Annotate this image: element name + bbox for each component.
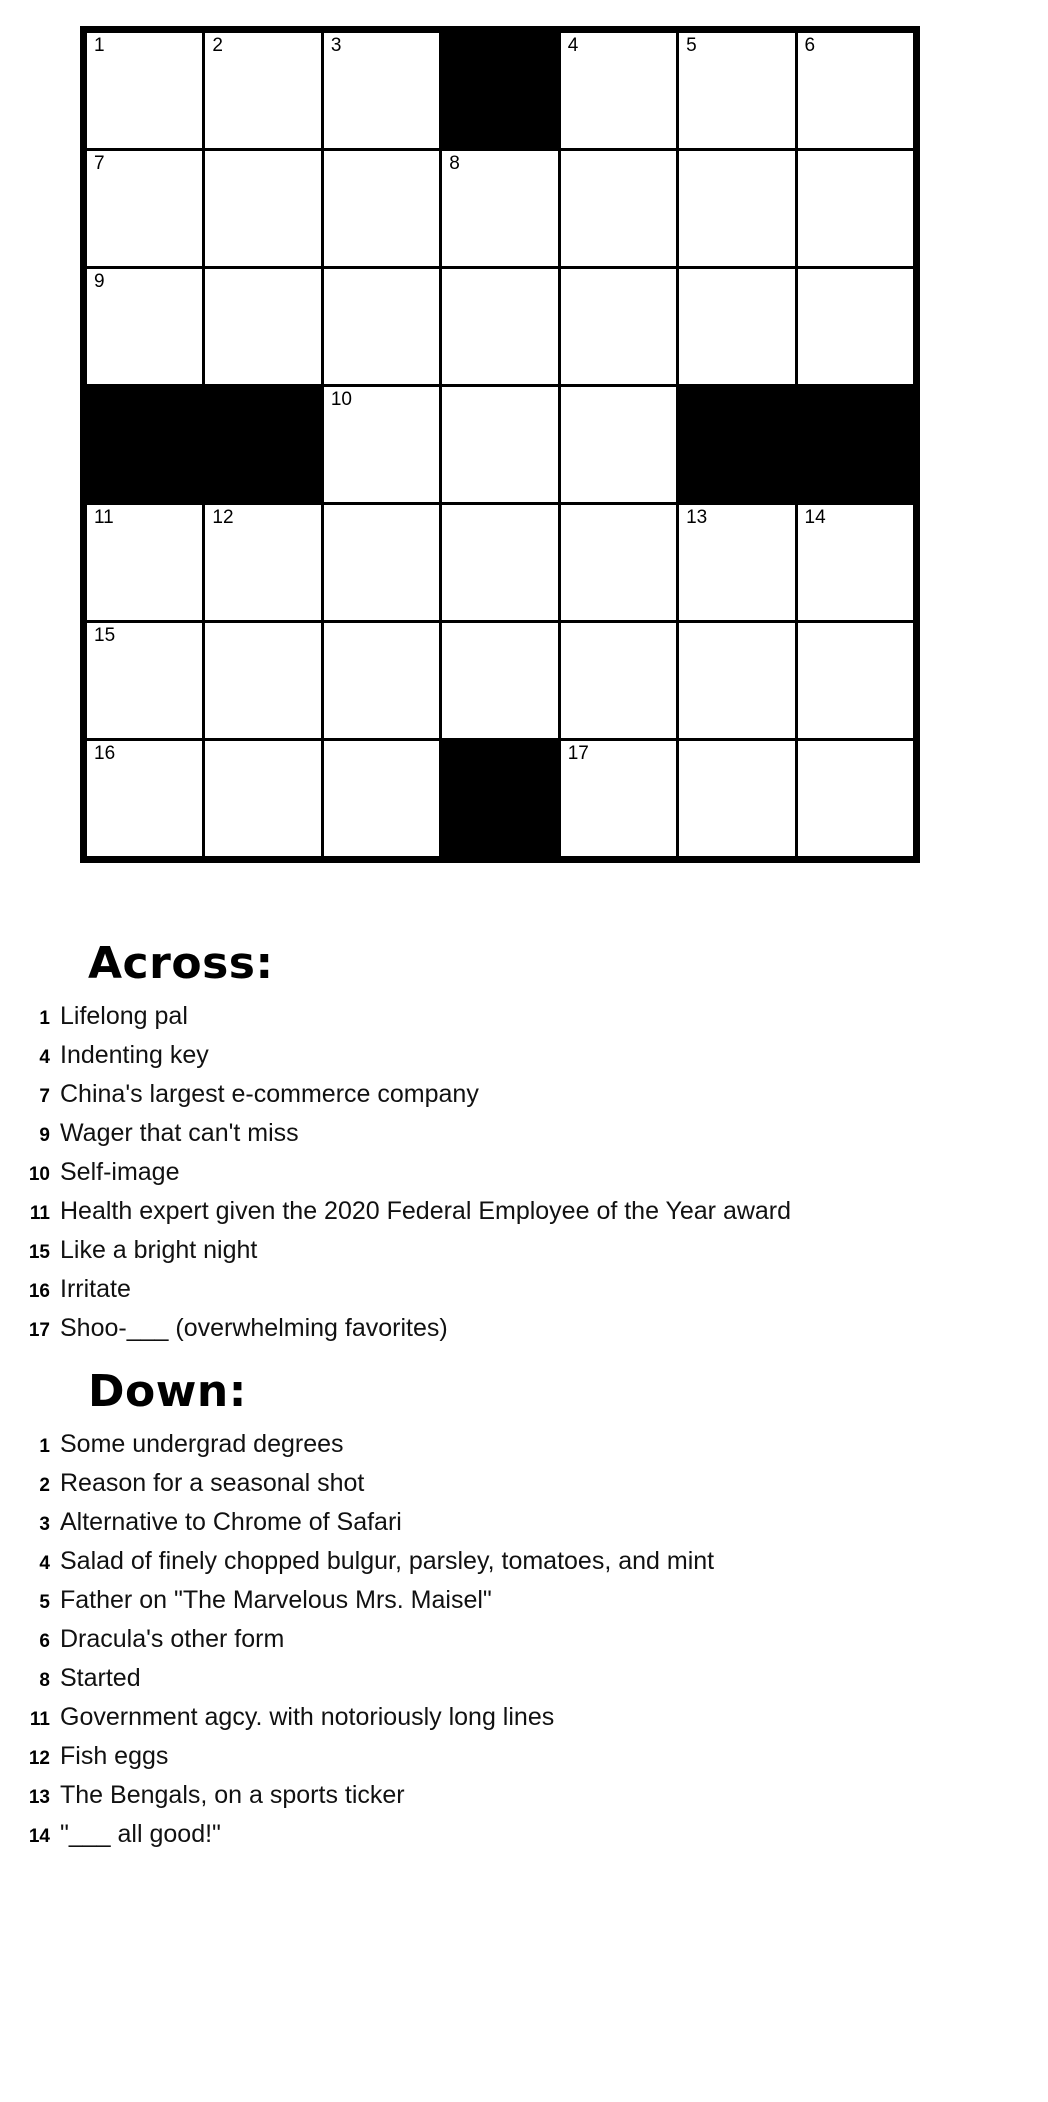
clue-item[interactable] (0, 1314, 1048, 1342)
clue-number: 4 (39, 1047, 50, 1068)
clue-text: The Bengals, on a sports ticker (60, 1781, 405, 1809)
crossword-cell[interactable] (322, 504, 440, 622)
clue-number: 12 (28, 1748, 50, 1769)
clue-item[interactable] (0, 1781, 1048, 1809)
cell-number: 2 (212, 35, 223, 56)
clue-item[interactable] (0, 1158, 1048, 1186)
clue-number: 14 (28, 1826, 50, 1847)
clue-number: 2 (39, 1475, 50, 1496)
clue-text: Started (60, 1664, 141, 1692)
crossword-cell[interactable] (84, 150, 204, 268)
clue-text: Dracula's other form (60, 1625, 285, 1653)
clue-text: Father on "The Marvelous Mrs. Maisel" (60, 1586, 492, 1614)
crossword-cell[interactable] (796, 30, 916, 150)
crossword-block-cell (678, 386, 796, 504)
clue-number: 3 (39, 1514, 50, 1535)
across-heading: Across: (88, 938, 274, 989)
crossword-cell[interactable] (678, 30, 796, 150)
crossword-grid-body (84, 30, 917, 860)
cell-number: 5 (686, 35, 697, 56)
across-section (0, 940, 1048, 1342)
cell-number: 10 (330, 389, 352, 410)
clue-text: Wager that can't miss (60, 1119, 299, 1147)
clue-item[interactable] (0, 1469, 1048, 1497)
clue-number: 1 (39, 1436, 50, 1457)
clue-item[interactable] (0, 1625, 1048, 1653)
clue-number: 8 (39, 1670, 50, 1691)
cell-number: 3 (330, 35, 342, 56)
crossword-cell[interactable] (84, 622, 204, 740)
crossword-cell[interactable] (796, 268, 916, 386)
clue-number: 4 (39, 1553, 50, 1574)
crossword-row (84, 740, 917, 860)
clue-item[interactable] (0, 1197, 1048, 1225)
crossword-cell[interactable] (796, 622, 916, 740)
crossword-cell[interactable] (678, 150, 796, 268)
crossword-cell[interactable] (559, 622, 677, 740)
cell-number: 7 (94, 153, 105, 174)
clue-item[interactable] (0, 1664, 1048, 1692)
clue-number: 11 (29, 1709, 50, 1730)
clue-item[interactable] (0, 1041, 1048, 1069)
clue-item[interactable] (0, 1742, 1048, 1770)
clue-item[interactable] (0, 1547, 1048, 1575)
crossword-cell[interactable] (322, 386, 440, 504)
crossword-grid-wrapper (80, 26, 920, 863)
clue-number: 6 (39, 1631, 50, 1652)
crossword-row (84, 150, 917, 268)
cell-number: 8 (449, 153, 460, 174)
clue-text: Lifelong pal (60, 1002, 188, 1030)
crossword-cell[interactable] (204, 622, 322, 740)
crossword-cell[interactable] (796, 740, 916, 860)
clue-item[interactable] (0, 1820, 1048, 1848)
clue-text: China's largest e-commerce company (60, 1080, 479, 1108)
cell-number: 13 (686, 507, 708, 528)
clue-text: Alternative to Chrome of Safari (60, 1508, 402, 1536)
crossword-cell[interactable] (559, 30, 677, 150)
clues-container (0, 940, 1048, 1859)
crossword-cell[interactable] (204, 504, 322, 622)
clue-number: 10 (28, 1164, 50, 1185)
crossword-row (84, 504, 917, 622)
crossword-cell[interactable] (322, 622, 440, 740)
crossword-cell[interactable] (559, 740, 677, 860)
clue-text: Health expert given the 2020 Federal Employee of the Year award (60, 1197, 792, 1225)
crossword-row (84, 622, 917, 740)
across-clue-list (0, 1002, 1048, 1342)
cell-number: 6 (804, 35, 816, 56)
cell-number: 16 (94, 743, 116, 764)
clue-item[interactable] (0, 1002, 1048, 1030)
crossword-cell[interactable] (84, 504, 204, 622)
clue-number: 17 (28, 1320, 50, 1341)
crossword-cell[interactable] (322, 740, 440, 860)
cell-number: 4 (567, 35, 579, 56)
cell-number: 15 (94, 625, 116, 646)
crossword-cell[interactable] (84, 268, 204, 386)
clue-text: Some undergrad degrees (60, 1430, 344, 1458)
clue-number: 11 (29, 1203, 50, 1224)
down-clue-list (0, 1430, 1048, 1848)
crossword-cell[interactable] (441, 386, 559, 504)
crossword-cell[interactable] (204, 268, 322, 386)
clue-text: Self-image (60, 1158, 180, 1186)
cell-number: 17 (567, 743, 589, 764)
crossword-row (84, 30, 917, 150)
clue-number: 5 (39, 1592, 50, 1613)
clue-text: Government agcy. with notoriously long lines (60, 1703, 555, 1731)
crossword-block-cell (441, 30, 559, 150)
clue-item[interactable] (0, 1703, 1048, 1731)
crossword-cell[interactable] (84, 30, 204, 150)
crossword-row (84, 268, 917, 386)
crossword-block-cell (204, 386, 322, 504)
crossword-cell[interactable] (796, 504, 916, 622)
cell-number: 12 (212, 507, 234, 528)
cell-number: 11 (94, 507, 114, 528)
crossword-cell[interactable] (441, 622, 559, 740)
crossword-cell[interactable] (441, 504, 559, 622)
clue-item[interactable] (0, 1275, 1048, 1303)
crossword-cell[interactable] (796, 150, 916, 268)
crossword-cell[interactable] (559, 150, 677, 268)
crossword-cell[interactable] (204, 740, 322, 860)
clue-text: Like a bright night (60, 1236, 258, 1264)
clue-number: 15 (28, 1242, 50, 1263)
crossword-cell[interactable] (322, 150, 440, 268)
clue-item[interactable] (0, 1508, 1048, 1536)
crossword-cell[interactable] (678, 740, 796, 860)
clue-text: Fish eggs (60, 1742, 169, 1770)
crossword-cell[interactable] (322, 30, 440, 150)
clue-number: 9 (39, 1125, 50, 1146)
crossword-cell[interactable] (84, 740, 204, 860)
crossword-cell[interactable] (678, 268, 796, 386)
clue-text: Irritate (60, 1275, 131, 1303)
clue-text: Shoo-___ (overwhelming favorites) (60, 1314, 448, 1342)
clue-item[interactable] (0, 1080, 1048, 1108)
cell-number: 14 (804, 507, 826, 528)
crossword-block-cell (796, 386, 916, 504)
crossword-cell[interactable] (441, 268, 559, 386)
crossword-cell[interactable] (559, 386, 677, 504)
crossword-grid[interactable] (80, 26, 920, 863)
crossword-block-cell (441, 740, 559, 860)
crossword-cell[interactable] (441, 150, 559, 268)
clue-text: Reason for a seasonal shot (60, 1469, 365, 1497)
cell-number: 9 (94, 271, 105, 292)
clue-number: 7 (39, 1086, 50, 1107)
clue-number: 1 (39, 1008, 50, 1029)
clue-text: Salad of finely chopped bulgur, parsley, tomatoes, and mint (60, 1547, 715, 1575)
clue-text: Indenting key (60, 1041, 209, 1069)
crossword-cell[interactable] (678, 622, 796, 740)
crossword-cell[interactable] (204, 30, 322, 150)
clue-number: 13 (28, 1787, 50, 1808)
crossword-cell[interactable] (678, 504, 796, 622)
crossword-block-cell (84, 386, 204, 504)
clue-item[interactable] (0, 1119, 1048, 1147)
crossword-cell[interactable] (322, 268, 440, 386)
crossword-cell[interactable] (559, 268, 677, 386)
down-heading: Down: (88, 1366, 247, 1417)
cell-number: 1 (94, 35, 105, 56)
crossword-row (84, 386, 917, 504)
clue-item[interactable] (0, 1430, 1048, 1458)
clue-item[interactable] (0, 1586, 1048, 1614)
clue-text: "___ all good!" (60, 1820, 221, 1848)
clue-number: 16 (28, 1281, 50, 1302)
clue-item[interactable] (0, 1236, 1048, 1264)
down-section (0, 1368, 1048, 1848)
crossword-cell[interactable] (559, 504, 677, 622)
crossword-cell[interactable] (204, 150, 322, 268)
